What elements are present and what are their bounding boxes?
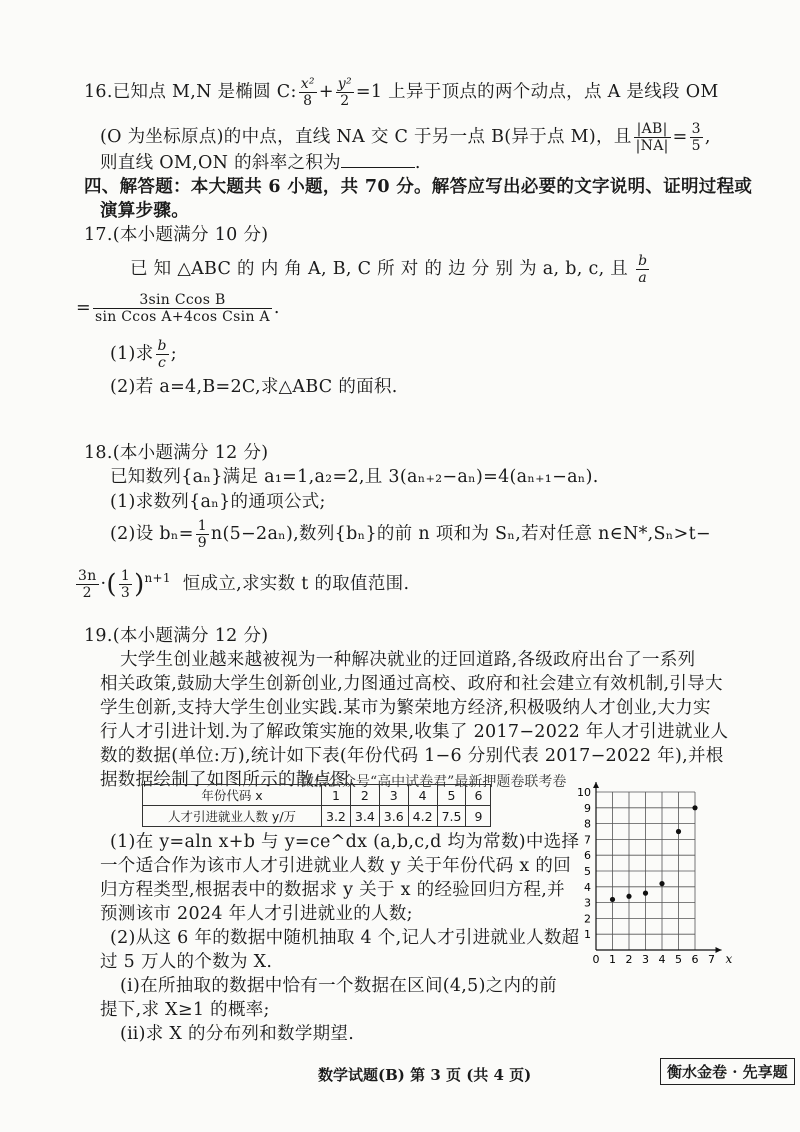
q16-line3 [100,151,421,175]
brand-label: 衡水金卷 · 先享题 [660,1058,795,1085]
q19-part-3: 预测该市 2024 年人才引进就业的人数; [100,904,413,924]
table-row [143,785,491,806]
q16-line1 [84,76,719,109]
q19-part-6: (ⅰ)在所抽取的数据中恰有一个数据在区间(4,5)之内的前 [120,976,557,996]
x-tick-label: 1 [609,953,616,966]
answer-blank[interactable] [341,151,415,168]
data-point [659,881,664,886]
table-cell: 4.2 [408,806,437,827]
y-axis-arrow [593,782,599,788]
q16-text: 则直线 OM,ON 的斜率之积为 [100,153,341,173]
q18-text: 恒成立,求实数 t 的取值范围. [182,573,410,594]
q16-text: . [414,153,421,173]
section4-line2: 演算步骤。 [100,201,189,221]
q19-part-8: (ⅱ)求 X 的分布列和数学期望. [120,1024,355,1044]
q18-part2 [110,518,711,551]
q17-line2 [76,292,280,325]
q19-header: 19.(本小题满分 12 分) [84,626,269,646]
page-footer: 数学试题(B) 第 3 页 (共 4 页) [318,1066,532,1084]
data-point [626,894,631,899]
q18-text: n(5−2aₙ),数列{bₙ}的前 n 项和为 Sₙ,若对任意 n∈N*,Sₙ>t− [210,524,711,544]
period: . [273,298,280,318]
q16-text: =1 上异于顶点的两个动点，点 A 是线段 OM [355,82,719,102]
x-tick-label: 2 [625,953,633,966]
y-tick-label: 2 [584,912,591,926]
equals-sign: = [672,127,688,147]
q17-part1 [110,338,177,371]
q19-part-2: 归方程类型,根据表中的数据求 y 关于 x 的经验回归方程,并 [100,880,565,900]
frac-den: 3 [120,584,131,601]
watermark-note: 微信公众号“高中试卷君”最新押题卷联考卷 [300,774,567,790]
table-cell: 1 [322,785,351,806]
b-over-a [636,253,649,286]
table-cell: 4 [408,785,437,806]
data-point [676,829,681,834]
section4-line1: 四、解答题：本大题共 6 小题，共 70 分。解答应写出必要的文字说明、证明过程或 [84,177,753,197]
frac-num: 1 [197,518,207,534]
ellipse-y-term [336,76,354,109]
y-tick-label: 5 [584,865,591,878]
q18-text: (2)设 bₙ= [110,524,194,544]
frac-num: |AB| [634,121,671,138]
q19-part-0: (1)在 y=aln x+b 与 y=ce^dx (a,b,c,d 均为常数)中选择 [110,832,580,852]
frac-den: 9 [197,535,207,551]
y-tick-label: 10 [577,786,591,799]
frac-num: b [157,338,167,354]
q19-para-0: 大学生创业越来越被视为一种解决就业的迂回道路,各级政府出台了一系列 [120,650,696,670]
x-tick-label: 3 [642,953,649,966]
ellipse-x-term [299,76,317,109]
dot-op: · [100,573,107,594]
one-third [119,568,132,601]
q16-text: , [704,127,711,147]
y-tick-label: 9 [584,801,591,815]
q17-part2: (2)若 a=4,B=2C,求△ABC 的面积. [110,377,398,397]
plus-sign: + [318,82,334,102]
table-cell: 3.2 [322,806,351,827]
q19-part-7: 提下,求 X≥1 的概率; [100,1000,270,1020]
frac-num: x² [300,76,315,92]
q18-part1: (1)求数列{aₙ}的通项公式; [110,492,326,512]
table-cell: 6 [466,785,491,806]
y-tick-label: 8 [584,817,591,831]
q16-line2 [100,121,711,154]
q16-text: 16.已知点 M,N 是椭圆 C: [84,82,297,102]
q17-header: 17.(本小题满分 10 分) [84,225,269,245]
one-ninth [196,518,209,551]
q17-text: (1)求 [110,344,154,364]
q16-text: (O 为坐标原点)的中点，直线 NA 交 C 于另一点 B(异于点 M)，且 [100,127,632,147]
x-axis-label: x [725,952,733,966]
q19-para-3: 行人才引进计划.为了解政策实施的效果,收集了 2017−2022 年人才引进就业人 [100,722,729,742]
q19-para-5: 据数据绘制了如图所示的散点图. [100,770,356,790]
three-n-over-two [76,568,99,601]
q19-part-5: 过 5 万人的个数为 X. [100,952,273,972]
frac-den: 2 [82,584,92,601]
data-point [610,897,615,902]
frac-den: sin Ccos A+4cos Csin A [94,309,270,325]
frac-num: 3sin Ccos B [93,292,272,309]
b-over-c [156,338,169,371]
q17-text: ; [170,344,177,364]
y-tick-label: 6 [584,849,591,863]
equals-sign: = [76,298,91,318]
ratio-ab-na [634,121,671,154]
q19-para-1: 相关政策,鼓励大学生创新创业,力图通过高校、政府和社会建立有效机制,引导大 [100,674,723,694]
q19-para-2: 学生创新,支持大学生创业实践.某市为繁荣地方经济,积极吸纳人才创业,大力实 [100,698,711,718]
table-cell: 7.5 [437,806,466,827]
frac-den: 8 [303,93,313,109]
x-tick-label: 7 [708,953,715,966]
table-cell: 3.6 [379,806,408,827]
x-axis-arrow [716,947,722,953]
trig-fraction [93,292,272,325]
q17-text: 已 知 △ABC 的 内 角 A, B, C 所 对 的 边 分 别 为 a, b, c, 且 [130,259,629,279]
table-row [143,806,491,827]
x-tick-label: 6 [691,953,699,966]
x-tick-label: 0 [592,953,600,966]
paren-left: ( [106,569,117,600]
ratio-value [690,121,703,154]
exponent: n+1 [144,571,171,585]
frac-num: 3n [78,567,97,584]
frac-den: a [638,270,648,286]
q19-para-4: 数的数据(单位:万),统计如下表(年份代码 1−6 分别代表 2017−2022 年),并根 [100,746,724,766]
frac-den: 2 [340,93,350,109]
data-table [142,784,491,827]
table-cell: 5 [437,785,466,806]
y-tick-label: 7 [584,833,591,847]
frac-num: y² [337,76,352,92]
x-tick-label: 4 [658,953,666,966]
data-point [643,891,648,896]
table-cell: 3.4 [350,806,379,827]
frac-num: b [638,253,648,269]
q18-line1: 已知数列{aₙ}满足 a₁=1,a₂=2,且 3(aₙ₊₂−aₙ)=4(aₙ₊₁−aₙ). [110,467,599,487]
q18-part2-cont [74,566,409,601]
data-point [692,805,697,810]
table-cell: 3 [379,785,408,806]
q18-header: 18.(本小题满分 12 分) [84,443,269,463]
y-tick-label: 3 [584,896,591,910]
frac-den: |NA| [635,138,669,154]
q19-part-1: 一个适合作为该市人才引进就业人数 y 关于年份代码 x 的回 [100,856,572,876]
q19-part-4: (2)从这 6 年的数据中随机抽取 4 个,记人才引进就业人数超 [110,928,580,948]
scatter-plot [574,774,740,970]
frac-den: c [158,355,167,371]
y-tick-label: 1 [584,928,591,942]
paren-right: ) [134,569,145,600]
table-cell: 9 [466,806,491,827]
table-header-y: 人才引进就业人数 y/万 [143,806,322,827]
frac-den: 5 [691,138,701,154]
q17-line1 [130,253,651,286]
table-header-x: 年份代码 x [143,785,322,806]
table-cell: 2 [350,785,379,806]
x-tick-label: 5 [675,953,682,966]
y-tick-label: 4 [584,880,591,894]
frac-num: 3 [691,121,701,137]
frac-num: 1 [120,567,131,584]
